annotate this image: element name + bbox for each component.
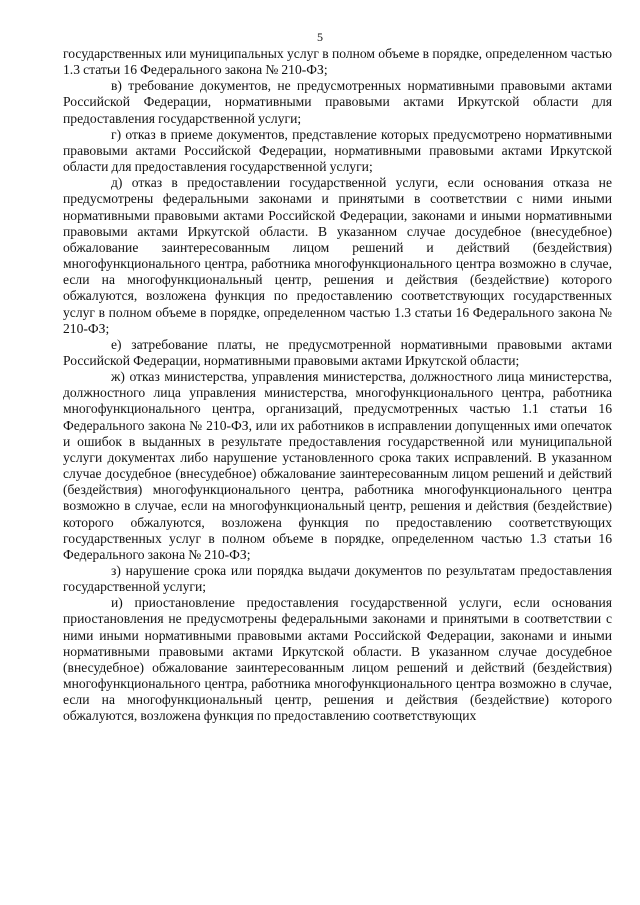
paragraph-item-zh: ж) отказ министерства, управления министерства, должностного лица министерства, должностного лица управления министерства, многофункционального центра, работника многофункционального центра, организаций, предусмотренных частью 1.1 статьи 16 Федерального закона № 210-ФЗ, или их работников в исправлении допущенных ими опечаток и ошибок в выданных в результате предоставления государственной или муниципальной услуги документах либо нарушение установленного срока таких исправлений. В указанном случае досудебное (внесудебное) обжалование заинтересованным лицом решений и действий (бездействия) многофункционального центра, работника многофункционального центра возможно в случае, если на многофункциональный центр, решения и действия (бездействие) которого обжалуются, возложена функция по предоставлению соответствующих государственных услуг в полном объеме в порядке, определенном частью 1.3 статьи 16 Федерального закона № 210-ФЗ; bbox=[63, 369, 612, 562]
paragraph-item-v: в) требование документов, не предусмотренных нормативными правовыми актами Российской Федерации, нормативными правовыми актами Иркутской области для предоставления государственной услуги; bbox=[63, 78, 612, 126]
page-number: 5 bbox=[317, 30, 323, 44]
paragraph-item-d: д) отказ в предоставлении государственной услуги, если основания отказа не предусмотрены федеральными законами и принятыми в соответствии с ними иными нормативными правовыми актами Российской Федерации, законами и иными нормативными правовыми актами Иркутской области. В указанном случае досудебное (внесудебное) обжалование заинтересованным лицом решений и действий (бездействия) многофункционального центра, работника многофункционального центра возможно в случае, если на многофункциональный центр, решения и действия (бездействие) которого обжалуются, возложена функция по предоставлению соответствующих государственных услуг в полном объеме в порядке, определенном частью 1.3 статьи 16 Федерального закона № 210-ФЗ; bbox=[63, 175, 612, 336]
paragraph-continuation: государственных или муниципальных услуг в полном объеме в порядке, определенном частью 1.3 статьи 16 Федерального закона № 210-ФЗ; bbox=[63, 46, 612, 78]
paragraph-item-e: е) затребование платы, не предусмотренной нормативными правовыми актами Российской Федерации, нормативными правовыми актами Иркутской области; bbox=[63, 336, 612, 368]
paragraph-item-z: з) нарушение срока или порядка выдачи документов по результатам предоставления государственной услуги; bbox=[63, 563, 612, 595]
paragraph-item-i: и) приостановление предоставления государственной услуги, если основания приостановления не предусмотрены федеральными законами и принятыми в соответствии с ними иными нормативными правовыми актами Российской Федерации, законами и иными нормативными правовыми актами Иркутской области. В указанном случае досудебное (внесудебное) обжалование заинтересованным лицом решений и действий (бездействия) многофункционального центра, работника многофункционального центра возможно в случае, если на многофункциональный центр, решения и действия (бездействие) которого обжалуются, возложена функция по предоставлению соответствующих bbox=[63, 595, 612, 724]
paragraph-item-g: г) отказ в приеме документов, представление которых предусмотрено нормативными правовыми актами Российской Федерации, нормативными правовыми актами Иркутской области для предоставления государственной услуги; bbox=[63, 126, 612, 175]
document-body bbox=[63, 46, 612, 725]
